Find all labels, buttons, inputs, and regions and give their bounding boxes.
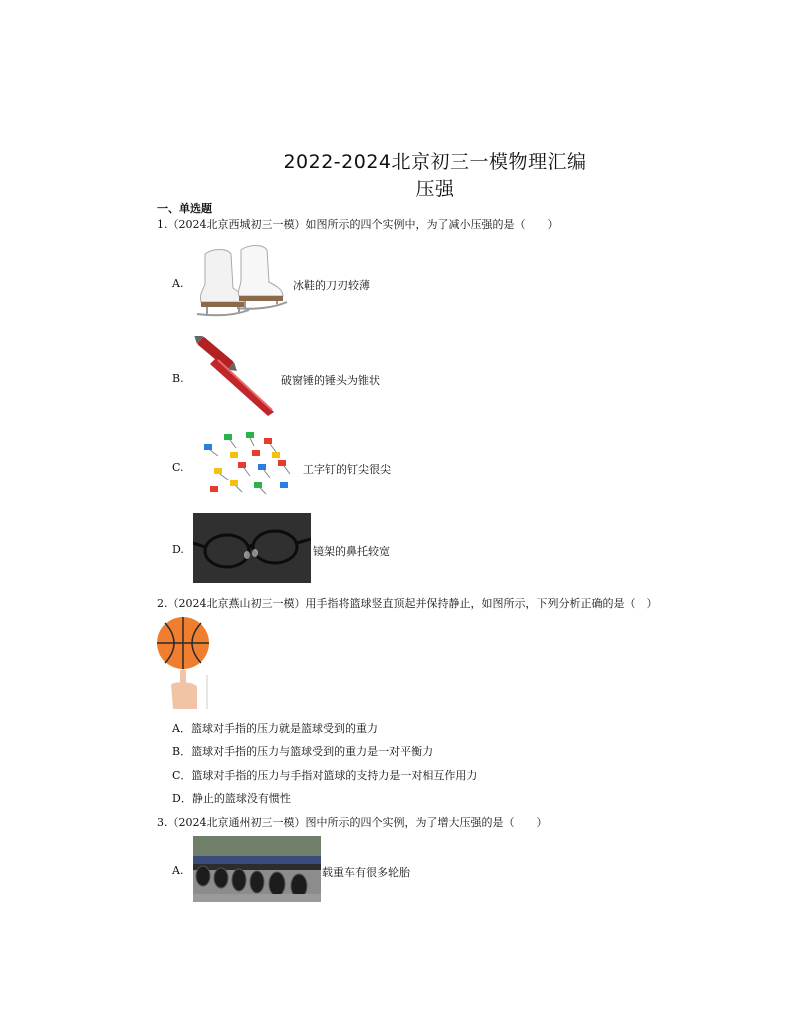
q1-option-d-letter: D. — [172, 543, 184, 556]
q3-option-a-text: 载重车有很多轮胎 — [322, 866, 410, 879]
q1-option-b-letter: B. — [172, 372, 184, 385]
q2-option-b: B．篮球对手指的压力与篮球受到的重力是一对平衡力 — [172, 745, 434, 758]
q1-option-a-letter: A. — [172, 277, 184, 290]
question-1-stem: 1.（2024北京西城初三一模）如图所示的四个实例中，为了减小压强的是（ ） — [157, 218, 559, 231]
q1-option-b-text: 破窗锤的锤头为锥状 — [281, 374, 380, 387]
q1-option-c-letter: C. — [172, 461, 184, 474]
q3-option-a-letter: A. — [172, 864, 184, 877]
q2-option-a: A．篮球对手指的压力就是篮球受到的重力 — [172, 722, 378, 735]
q2-option-c: C．篮球对手指的压力与手指对篮球的支持力是一对相互作用力 — [172, 769, 478, 782]
question-3-stem: 3.（2024北京通州初三一模）图中所示的四个实例，为了增大压强的是（ ） — [157, 816, 548, 829]
q2-option-d: D．静止的篮球没有惯性 — [172, 792, 291, 805]
ice-skates-image — [193, 244, 289, 322]
basketball-finger-image — [155, 613, 213, 711]
q1-option-c-text: 工字钉的钉尖很尖 — [303, 463, 391, 476]
heavy-truck-image — [193, 836, 321, 902]
section-heading: 一、单选题 — [157, 202, 212, 215]
thumbtacks-image — [200, 430, 300, 500]
document-title: 2022-2024北京初三一模物理汇编 — [283, 151, 587, 173]
document-subtitle: 压强 — [415, 178, 455, 200]
safety-hammer-image — [192, 336, 282, 418]
q1-option-d-text: 镜架的鼻托较宽 — [313, 545, 390, 558]
question-2-stem: 2.（2024北京燕山初三一模）用手指将篮球竖直顶起并保持静止，如图所示，下列分析正确的是（ ） — [157, 597, 658, 610]
glasses-image — [193, 513, 311, 583]
q1-option-a-text: 冰鞋的刀刃较薄 — [293, 279, 370, 292]
